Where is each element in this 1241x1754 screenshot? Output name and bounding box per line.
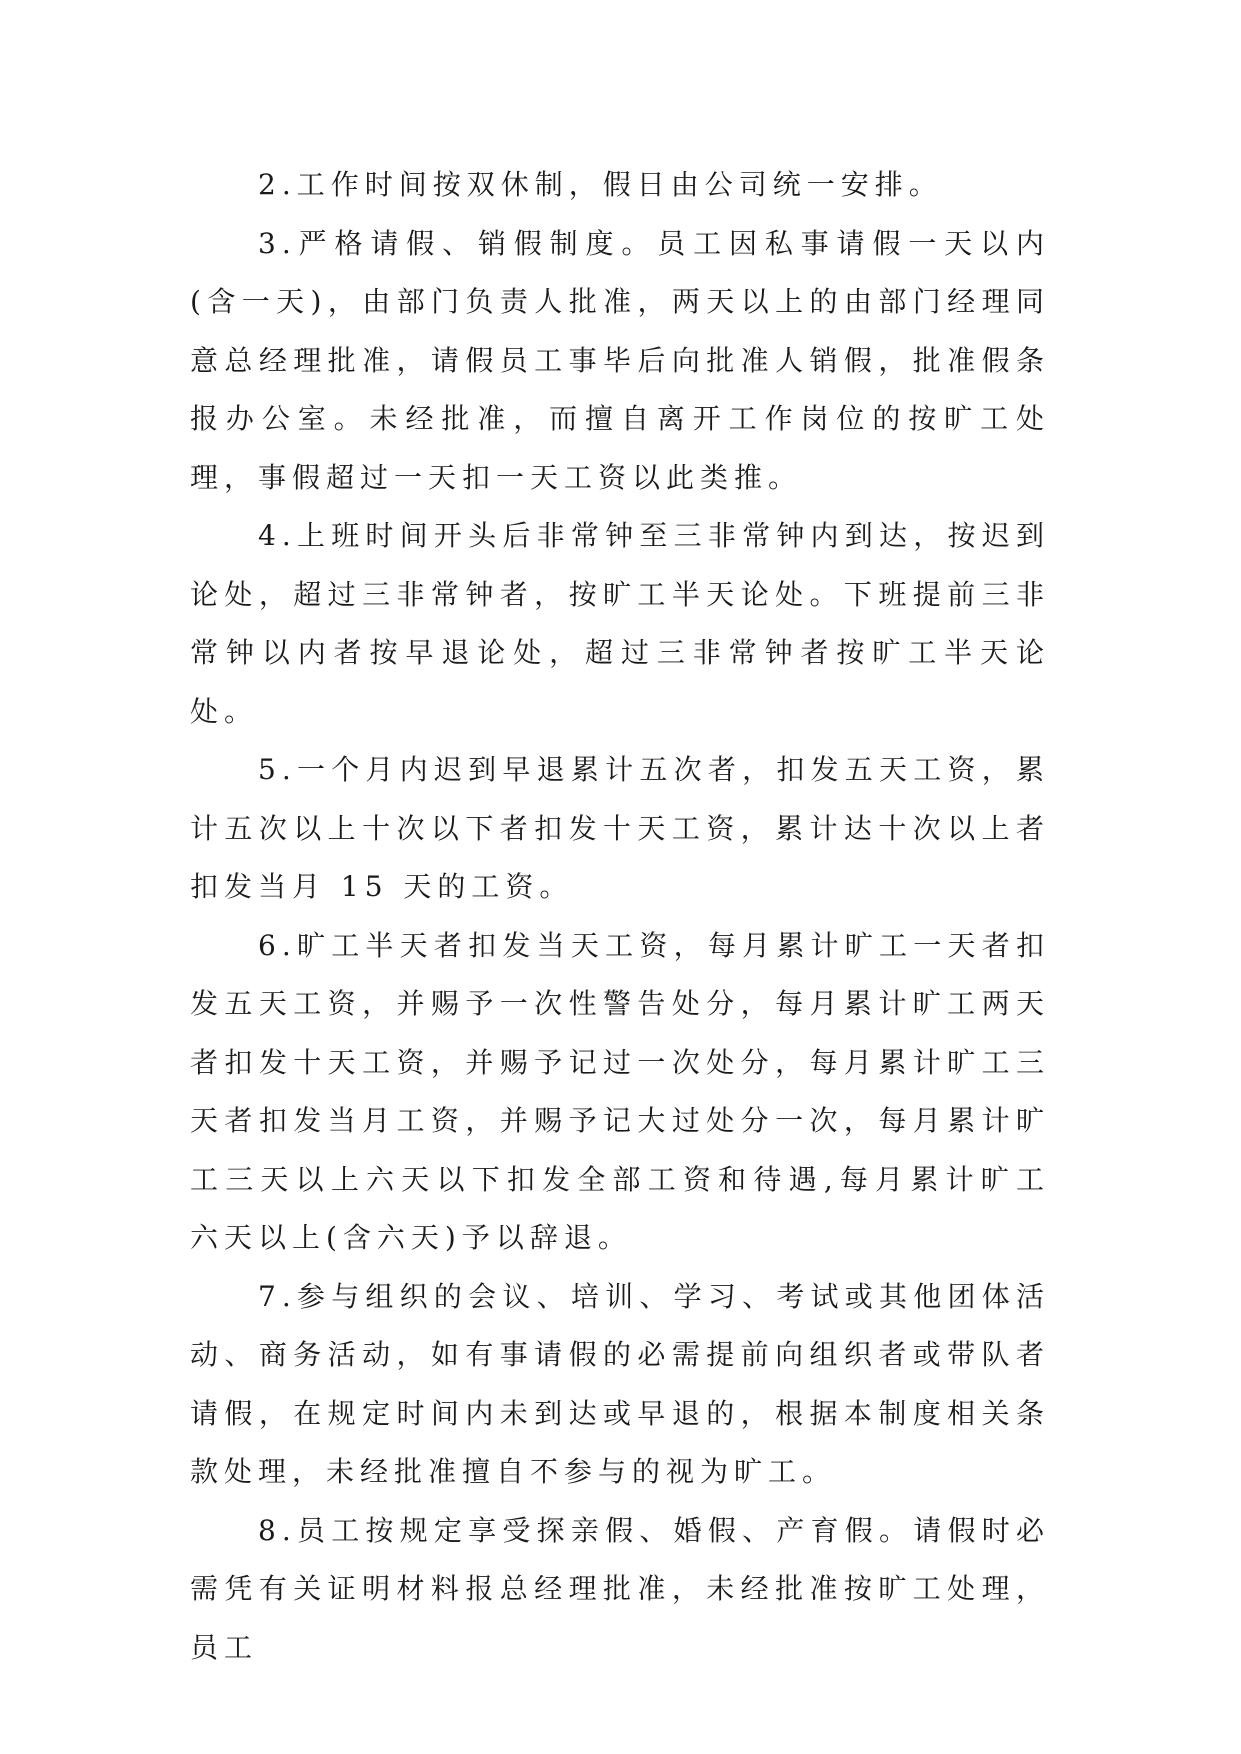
paragraph-item-5: 5.一个月内迟到早退累计五次者，扣发五天工资，累计五次以上十次以下者扣发十天工资，累计达十次以上者扣发当月 15 天的工资。 <box>190 753 1050 903</box>
paragraph-item-8: 8.员工按规定享受探亲假、婚假、产育假。请假时必需凭有关证明材料报总经理批准，未经批准按旷工处理，员工 <box>190 1513 1050 1664</box>
document-body <box>190 156 1050 1677</box>
paragraph-item-4: 4.上班时间开头后非常钟至三非常钟内到达，按迟到论处，超过三非常钟者，按旷工半天论处。下班提前三非常钟以内者按早退论处，超过三非常钟者按旷工半天论处。 <box>190 519 1050 728</box>
paragraph-item-3: 3.严格请假、销假制度。员工因私事请假一天以内(含一天)，由部门负责人批准，两天以上的由部门经理同意总经理批准，请假员工事毕后向批准人销假，批准假条报办公室。未经批准，而擅自离开工作岗位的按旷工处理，事假超过一天扣一天工资以此类推。 <box>190 226 1050 494</box>
paragraph-item-7: 7.参与组织的会议、培训、学习、考试或其他团体活动、商务活动，如有事请假的必需提前向组织者或带队者请假，在规定时间内未到达或早退的，根据本制度相关条款处理，未经批准擅自不参与的视为旷工。 <box>190 1279 1050 1488</box>
paragraph-item-2: 2.工作时间按双休制，假日由公司统一安排。 <box>258 168 943 201</box>
paragraph-item-6: 6.旷工半天者扣发当天工资，每月累计旷工一天者扣发五天工资，并赐予一次性警告处分，每月累计旷工两天者扣发十天工资，并赐予记过一次处分，每月累计旷工三天者扣发当月工资，并赐予记大过处分一次，每月累计旷工三天以上六天以下扣发全部工资和待遇,每月累计旷工六天以上(含六天)予以辞退。 <box>190 928 1050 1254</box>
